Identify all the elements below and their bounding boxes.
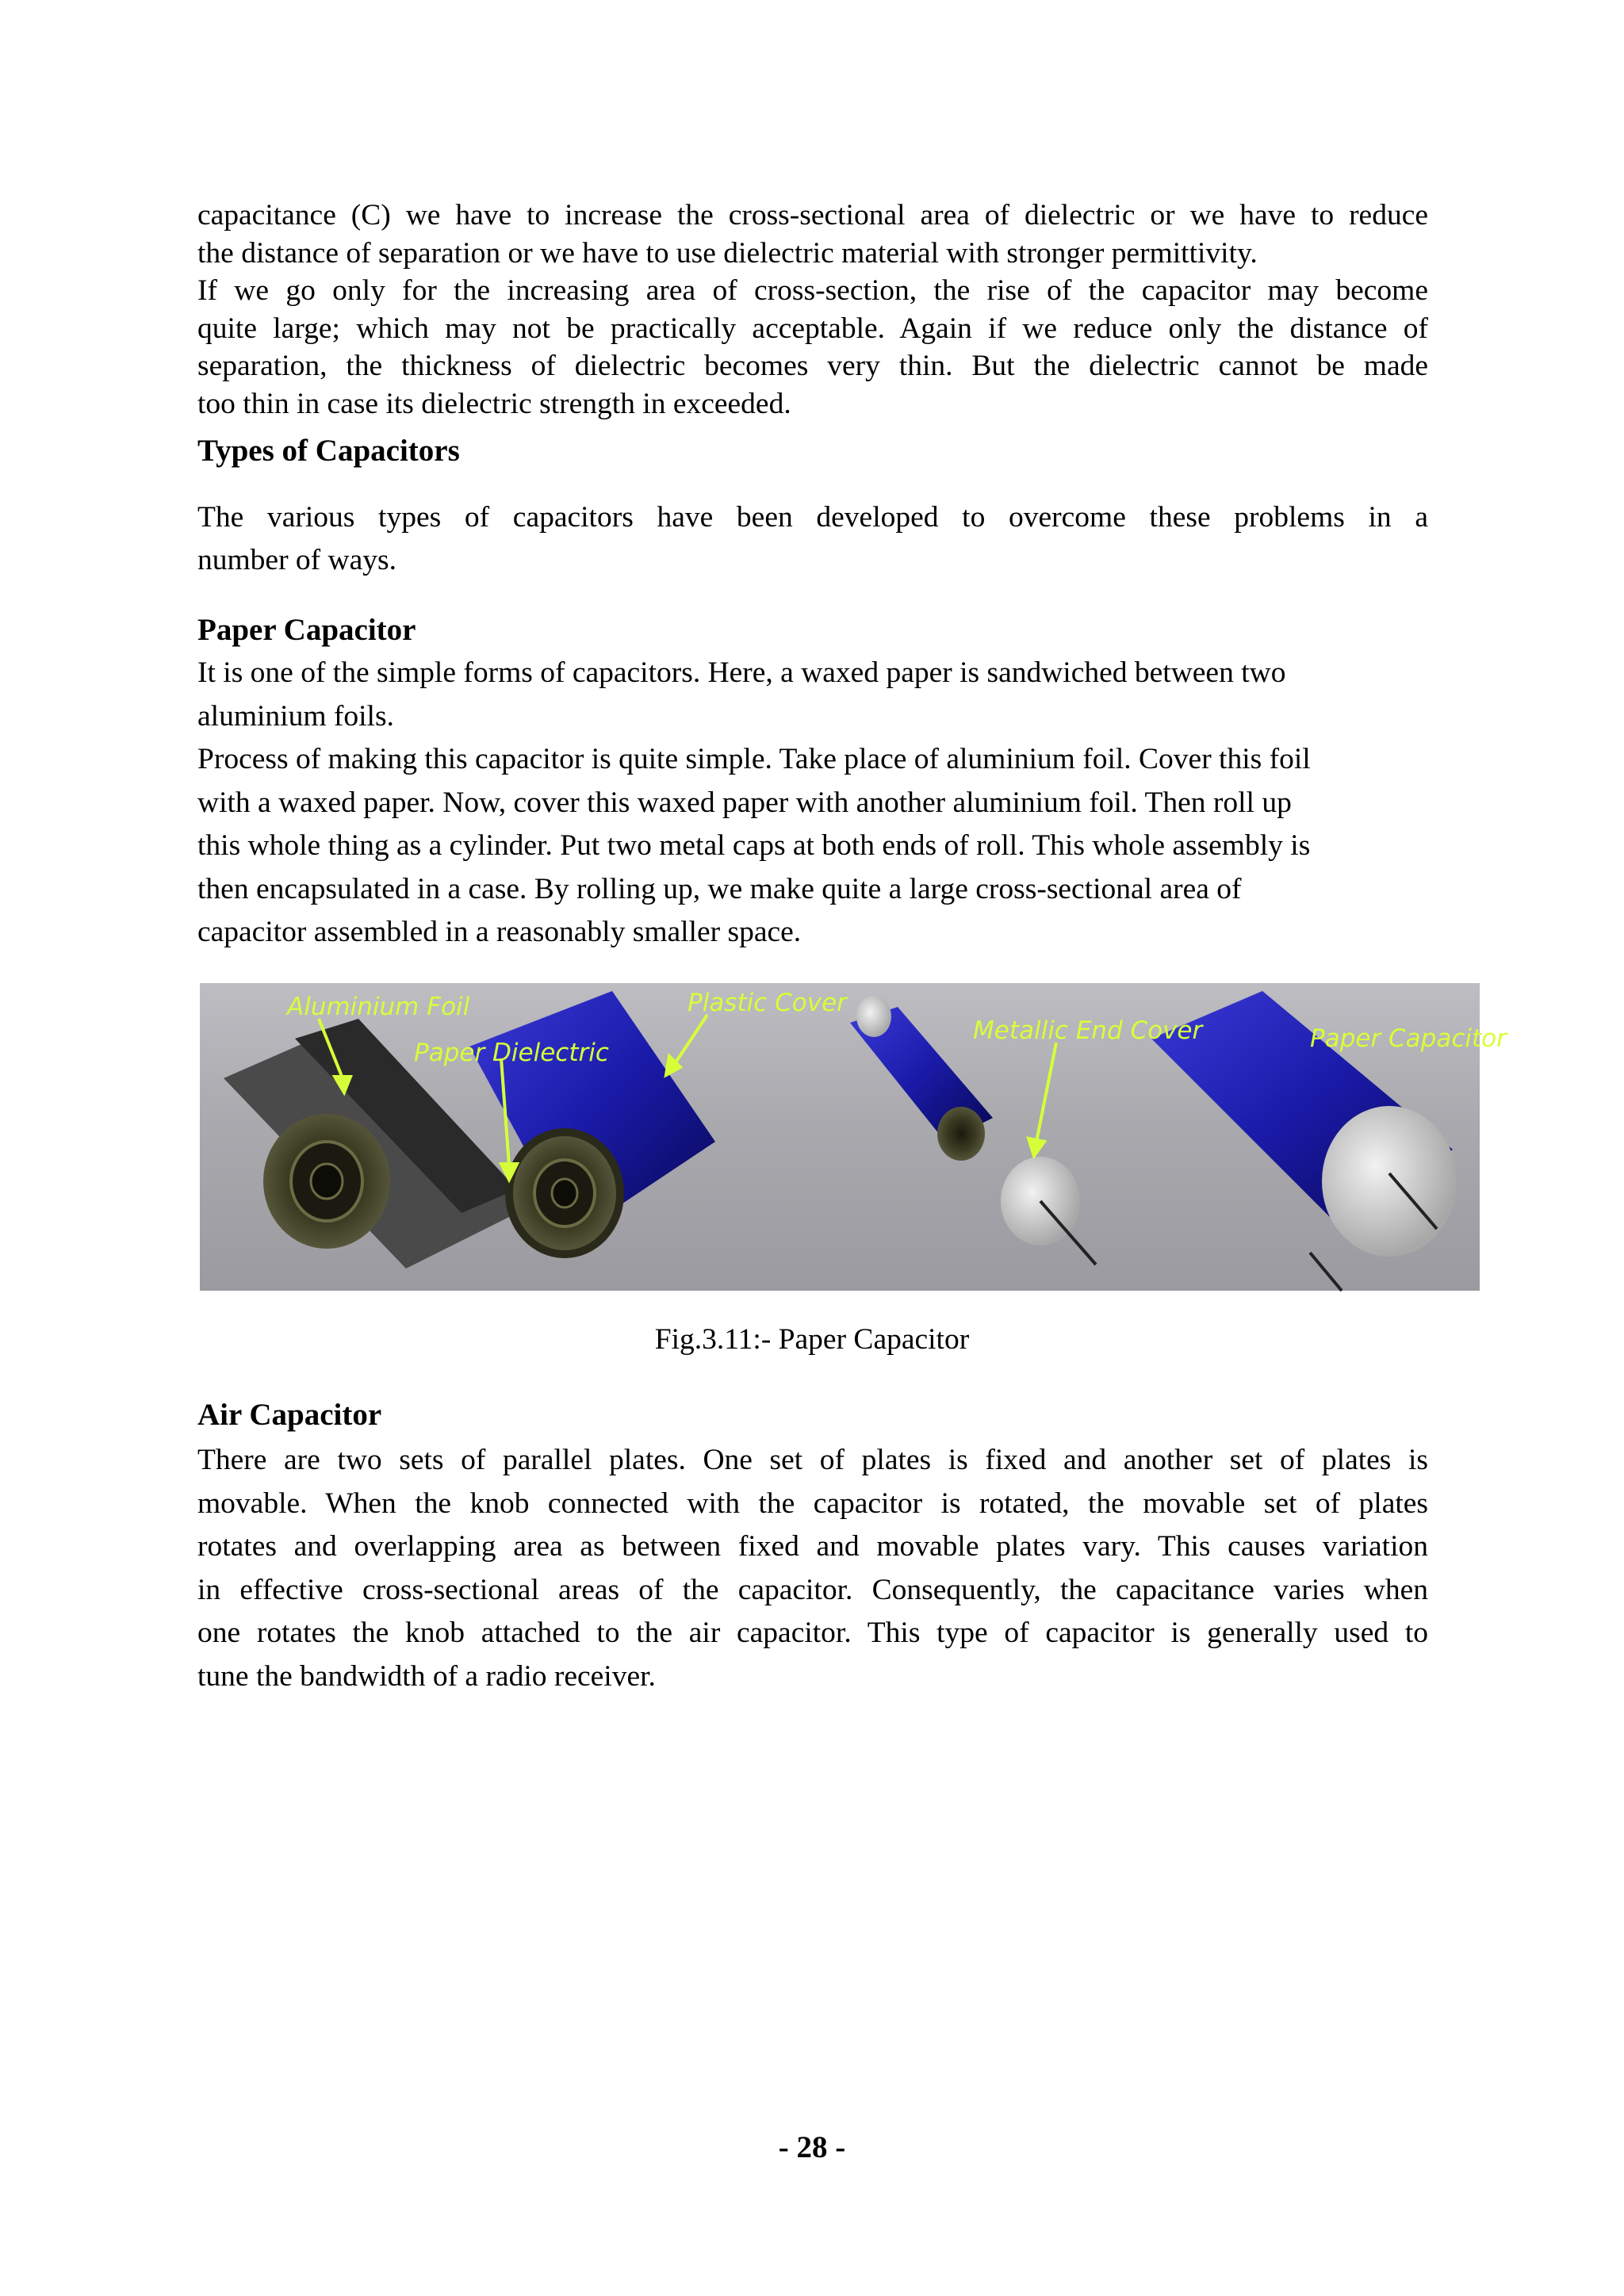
paper-capacitor-figure	[200, 983, 1507, 1291]
air-line: rotates and overlapping area as between fixed and movable plates vary. This causes variation	[197, 1530, 1428, 1563]
types-line: The various types of capacitors have been developed to overcome these problems in a	[197, 501, 1428, 534]
paper-line: Process of making this capacitor is quite simple. Take place of aluminium foil. Cover this foil	[197, 743, 1311, 775]
paper-capacitor-heading: Paper Capacitor	[197, 613, 416, 647]
label-plastic-cover: Plastic Cover	[688, 989, 847, 1017]
types-line: number of ways.	[197, 544, 396, 576]
air-line: movable. When the knob connected with the capacitor is rotated, the movable set of plates	[197, 1487, 1428, 1520]
paper-line: It is one of the simple forms of capacitors. Here, a waxed paper is sandwiched between two	[197, 656, 1286, 689]
intro-line: the distance of separation or we have to use dielectric material with stronger permittivity.	[197, 236, 1258, 270]
intro-line: separation, the thickness of dielectric becomes very thin. But the dielectric cannot be made	[197, 350, 1428, 382]
paper-line: aluminium foils.	[197, 699, 394, 733]
paper-line: with a waxed paper. Now, cover this waxed paper with another aluminium foil. Then roll up	[197, 786, 1292, 819]
label-paper-dielectric: Paper Dielectric	[414, 1039, 609, 1067]
label-metallic-end-cover: Metallic End Cover	[973, 1016, 1203, 1045]
intro-line: capacitance (C) we have to increase the cross-sectional area of dielectric or we have to reduce	[197, 199, 1428, 232]
air-line: There are two sets of parallel plates. One set of plates is fixed and another set of plates is	[197, 1444, 1428, 1476]
figure-caption: Fig.3.11:- Paper Capacitor	[654, 1323, 970, 1356]
finished-capacitor-cap	[1322, 1106, 1457, 1257]
air-capacitor-paragraph	[197, 1439, 1428, 1698]
intro-line: too thin in case its dielectric strength in exceeded.	[197, 387, 791, 420]
paper-line: then encapsulated in a case. By rolling up, we make quite a large cross-sectional area of	[197, 872, 1242, 905]
intro-line: If we go only for the increasing area of cross-section, the rise of the capacitor may become	[197, 274, 1428, 307]
types-paragraph	[197, 496, 1428, 582]
figure-illustration	[200, 983, 1507, 1291]
air-line: one rotates the knob attached to the air capacitor. This type of capacitor is generally used to	[197, 1617, 1428, 1649]
air-line: in effective cross-sectional areas of the capacitor. Consequently, the capacitance varies when	[197, 1573, 1428, 1606]
intro-paragraph	[197, 197, 1428, 423]
label-aluminium-foil: Aluminium Foil	[287, 993, 470, 1021]
air-capacitor-heading: Air Capacitor	[197, 1398, 382, 1432]
paper-line: this whole thing as a cylinder. Put two metal caps at both ends of roll. This whole assembly is	[197, 829, 1311, 862]
label-paper-capacitor: Paper Capacitor	[1310, 1024, 1507, 1053]
types-heading: Types of Capacitors	[197, 434, 460, 468]
page-number: - 28 -	[778, 2130, 846, 2164]
air-line: tune the bandwidth of a radio receiver.	[197, 1659, 656, 1693]
paper-line: capacitor assembled in a reasonably smaller space.	[197, 916, 802, 948]
paper-capacitor-paragraph	[197, 652, 1428, 955]
intro-line: quite large; which may not be practically acceptable. Again if we reduce only the distance of	[197, 312, 1428, 345]
